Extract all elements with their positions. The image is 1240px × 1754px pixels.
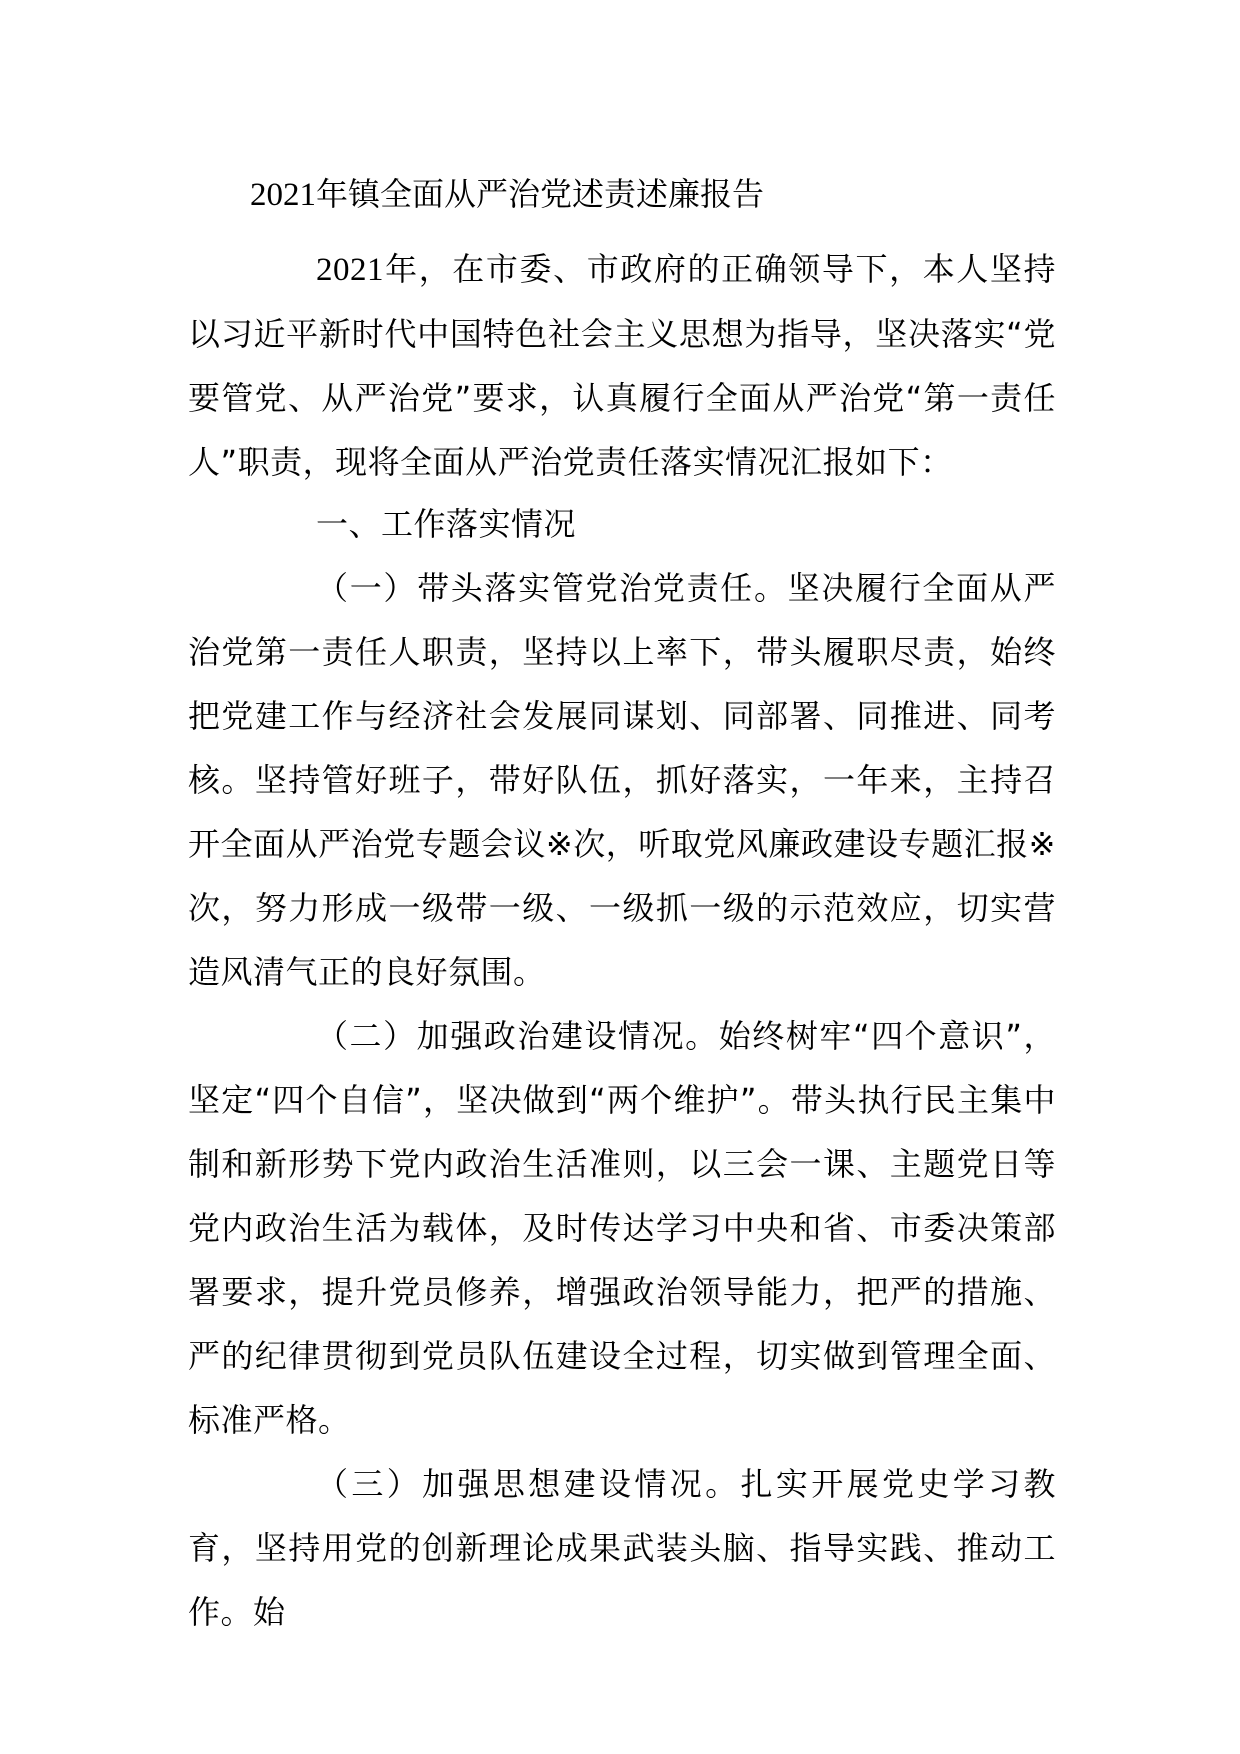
intro-year: 2021 <box>316 252 384 288</box>
subsection-1-paragraph: （一）带头落实管党治党责任。坚决履行全面从严治党第一责任人职责，坚持以上率下，带头履职尽责，始终把党建工作与经济社会发展同谋划、同部署、同推进、同考核。坚持管好班子，带好队伍，抓好落实，一年来，主持召开全面从严治党专题会议※次，听取党风廉政建设专题汇报※次，努力形成一级带一级、一级抓一级的示范效应，切实营造风清气正的良好氛围。 <box>188 569 1056 991</box>
subsection-2-paragraph: （二）加强政治建设情况。始终树牢“四个意识”，坚定“四个自信”，坚决做到“两个维护”。带头执行民主集中制和新形势下党内政治生活准则，以三会一课、主题党日等党内政治生活为载体，及时传达学习中央和省、市委决策部署要求，提升党员修养，增强政治领导能力，把严的措施、严的纪律贯彻到党员队伍建设全过程，切实做到管理全面、标准严格。 <box>188 1017 1056 1439</box>
subsection-3-paragraph: （三）加强思想建设情况。扎实开展党史学习教育，坚持用党的创新理论成果武装头脑、指导实践、推动工作。始 <box>188 1465 1056 1631</box>
document-title <box>250 170 764 219</box>
title-text: 年镇全面从严治党述责述廉报告 <box>316 175 765 213</box>
title-year: 2021 <box>250 177 316 213</box>
intro-text: 年，在市委、市政府的正确领导下，本人坚持以习近平新时代中国特色社会主义思想为指导，坚决落实“党要管党、从严治党”要求，认真履行全面从严治党“第一责任人”职责，现将全面从严治党责任落实情况汇报如下： <box>188 250 1056 481</box>
intro-paragraph <box>188 237 1056 494</box>
section-heading: 一、工作落实情况 <box>316 505 577 543</box>
